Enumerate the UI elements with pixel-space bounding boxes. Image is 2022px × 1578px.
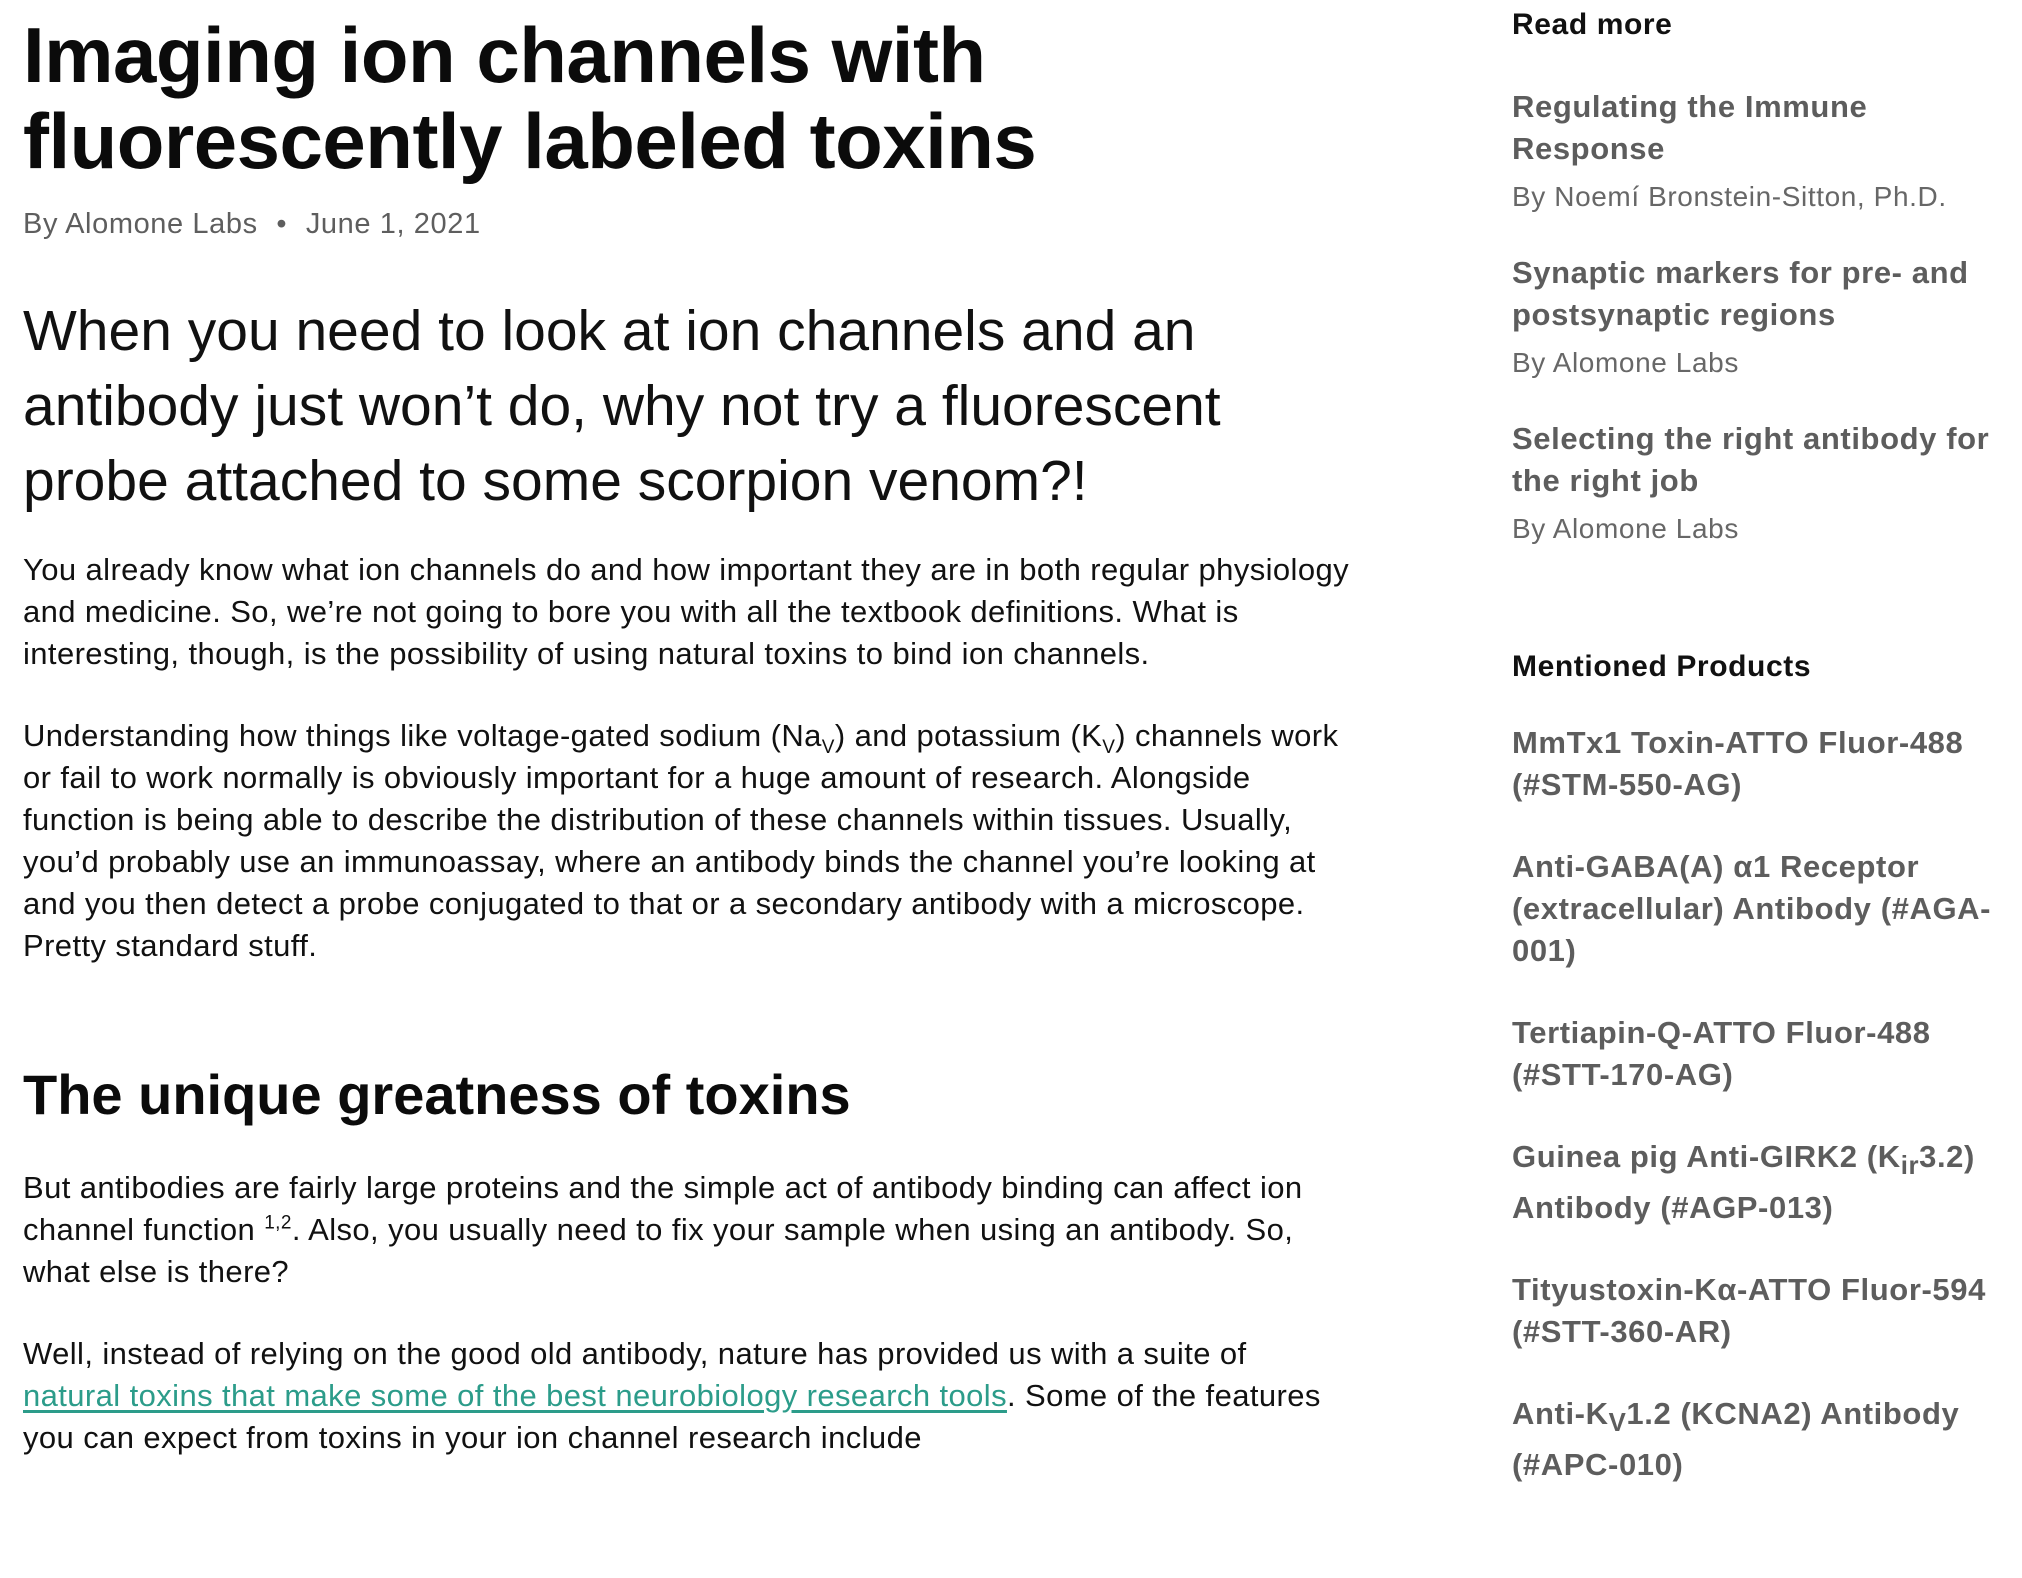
paragraph-text: But antibodies are fairly large proteins and the simple act of antibody binding can affect ion channel function (23, 1170, 1303, 1247)
read-more-heading: Read more (1512, 8, 1673, 41)
product-list (1512, 722, 2012, 1486)
natural-toxins-link[interactable]: natural toxins that make some of the best neurobiology research tools (23, 1378, 1007, 1413)
read-more-item (1512, 86, 2012, 214)
product-link-kcna2[interactable] (1512, 1393, 2012, 1486)
article (23, 0, 1353, 1459)
article-title: Imaging ion channels with fluorescently labeled toxins (23, 11, 1037, 185)
subscript: V (821, 737, 835, 759)
product-text: 3.2) Antibody (#AGP-013) (1512, 1139, 1975, 1226)
paragraph-antibodies (23, 1167, 1353, 1293)
product-link-tityustoxin[interactable]: Tityustoxin-Kα-ATTO Fluor-594 (#STT-360-AR) (1512, 1272, 1986, 1350)
paragraph-ion-channels (23, 715, 1353, 967)
mentioned-products-heading: Mentioned Products (1512, 650, 1812, 683)
subscript: V (1102, 737, 1116, 759)
read-more-author: By Noemí Bronstein-Sitton, Ph.D. (1512, 181, 1947, 212)
read-more-link-immune-response[interactable]: Regulating the Immune Response (1512, 89, 1868, 166)
paragraph-text: Well, instead of relying on the good old antibody, nature has provided us with a suite of (23, 1336, 1247, 1371)
article-byline (23, 206, 1353, 242)
sidebar (1512, 0, 2012, 1486)
read-more-author: By Alomone Labs (1512, 347, 1739, 378)
paragraph-text: Understanding how things like voltage-gated sodium (Na (23, 718, 822, 753)
read-more-item (1512, 418, 2012, 546)
product-link-girk2[interactable] (1512, 1136, 2012, 1229)
subscript: ir (1900, 1152, 1920, 1181)
paragraph-toxins (23, 1333, 1353, 1459)
product-link-tertiapin-q[interactable]: Tertiapin-Q-ATTO Fluor-488 (#STT-170-AG) (1512, 1015, 1931, 1092)
paragraph-text: . Some of the features you can expect from toxins in your ion channel research include (23, 1378, 1321, 1455)
product-text: Guinea pig Anti-GIRK2 (K (1512, 1139, 1901, 1174)
article-lede: When you need to look at ion channels and an antibody just won’t do, why not try a fluorescent probe attached to some scorpion venom?! (23, 299, 1221, 513)
product-text: Anti-K (1512, 1396, 1609, 1432)
read-more-author: By Alomone Labs (1512, 513, 1739, 544)
subscript: V (1608, 1409, 1627, 1438)
paragraph-intro: You already know what ion channels do and how important they are in both regular physiology and medicine. So, we’re not going to bore you with all the textbook definitions. What is interesting, though, is the possibility of using natural toxins to bind ion channels. (23, 552, 1350, 671)
paragraph-text: ) channels work or fail to work normally is obviously important for a huge amount of research. Alongside function is being able to describe the distribution of these channels within tissues. Usually, you’d probably use an immunoassay, where an antibody binds the channel you’re looking at and you then detect a probe conjugated to that or a secondary antibody with a microscope. Pretty standard stuff. (23, 718, 1339, 963)
product-text: 1.2 (KCNA2) Antibody (#APC-010) (1512, 1396, 1960, 1483)
publish-date: June 1, 2021 (305, 208, 481, 240)
product-link-gaba-a-alpha1[interactable]: Anti-GABA(A) α1 Receptor (extracellular) Antibody (#AGA-001) (1512, 849, 1992, 968)
product-link-mmtx1[interactable]: MmTx1 Toxin-ATTO Fluor-488 (#STM-550-AG) (1512, 725, 1964, 802)
citation-superscript: 1,2 (264, 1212, 292, 1234)
section-heading: The unique greatness of toxins (23, 1063, 851, 1126)
byline-separator: • (276, 208, 288, 240)
read-more-link-selecting-antibody[interactable]: Selecting the right antibody for the right job (1512, 421, 1990, 498)
read-more-link-synaptic-markers[interactable]: Synaptic markers for pre- and postsynaptic regions (1512, 255, 1969, 332)
read-more-item (1512, 252, 2012, 380)
paragraph-text: . Also, you usually need to fix your sample when using an antibody. So, what else is there? (23, 1212, 1294, 1289)
author-name: By Alomone Labs (23, 208, 258, 240)
paragraph-text: ) and potassium (K (834, 718, 1103, 753)
